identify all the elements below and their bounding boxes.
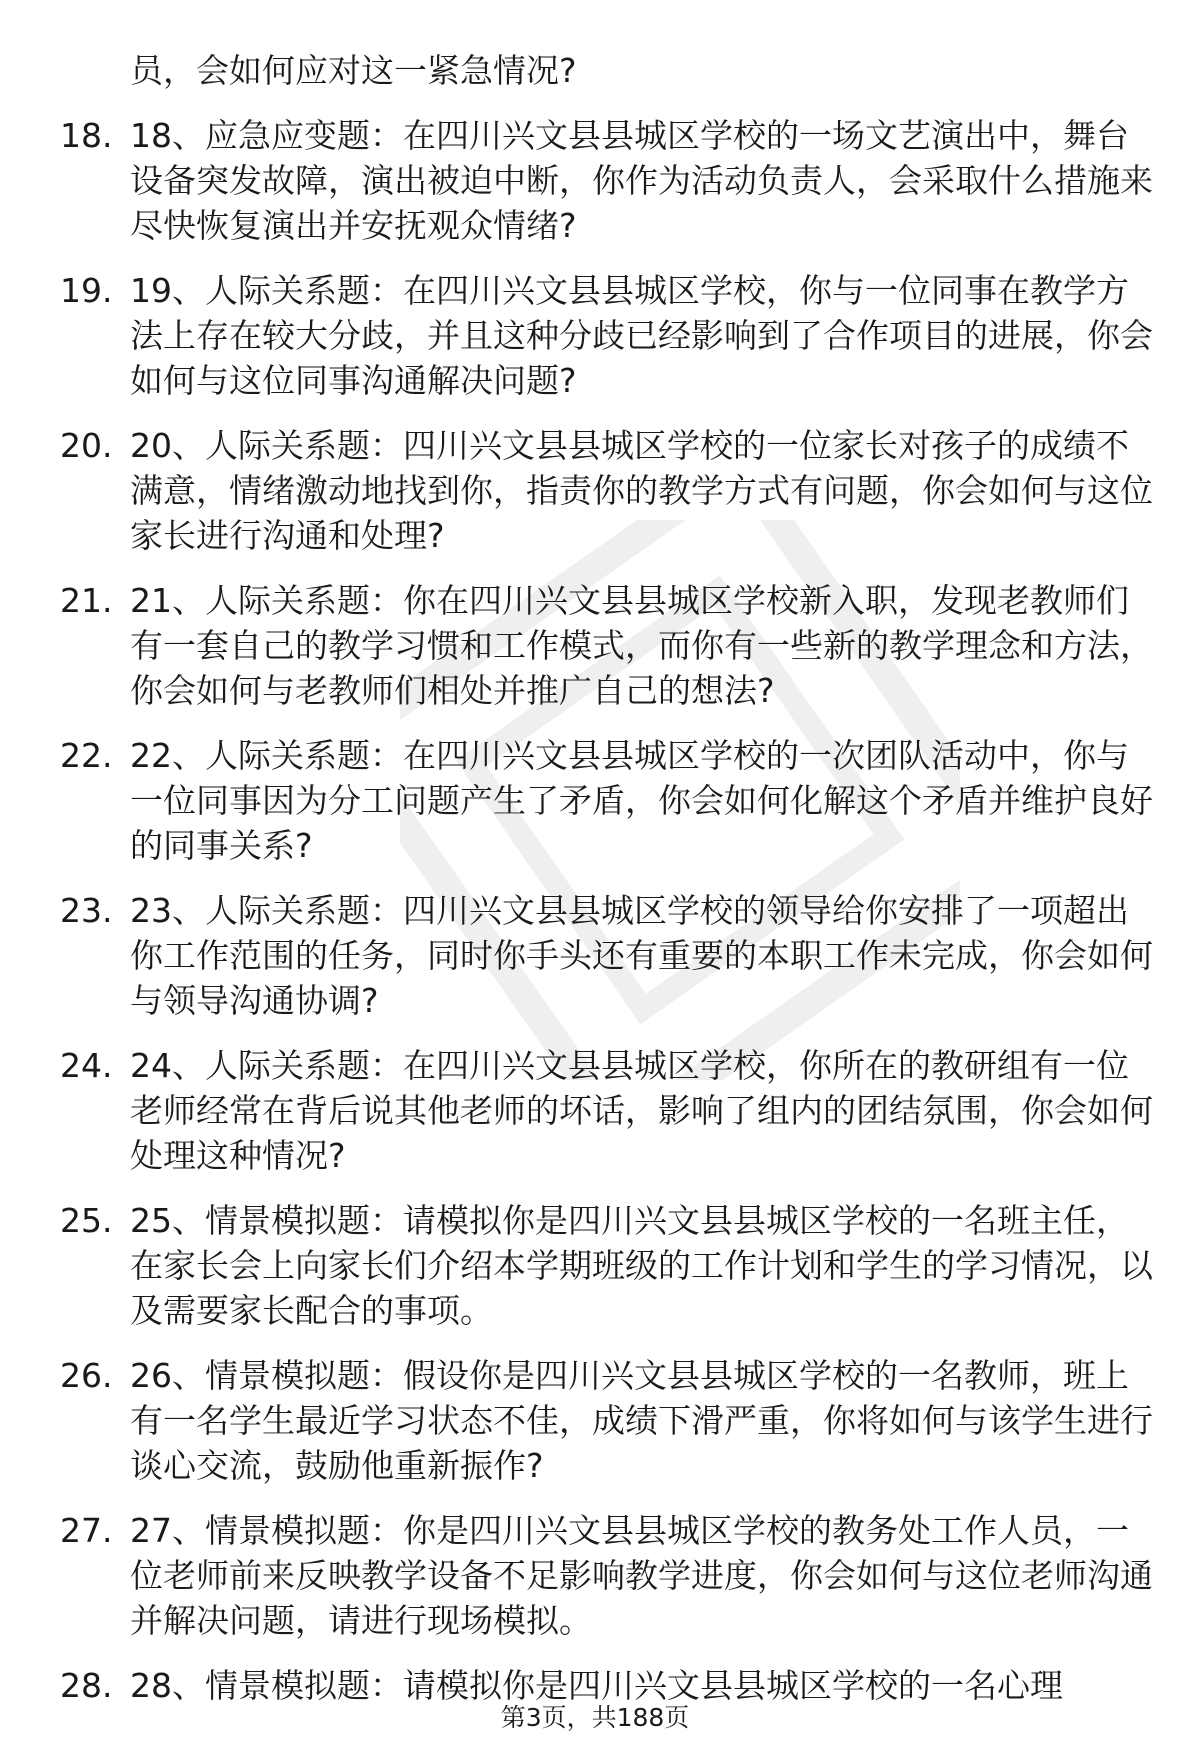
question-list <box>60 48 1160 1728</box>
question-number: 28. <box>60 1666 113 1705</box>
question-text: 19、人际关系题：在四川兴文县县城区学校，你与一位同事在教学方法上存在较大分歧，并且这种分歧已经影响到了合作项目的进展，你会如何与这位同事沟通解决问题? <box>130 271 1153 400</box>
question-text: 18、应急应变题：在四川兴文县县城区学校的一场文艺演出中，舞台设备突发故障，演出被迫中断，你作为活动负责人，会采取什么措施来尽快恢复演出并安抚观众情绪? <box>130 116 1153 245</box>
question-text: 20、人际关系题：四川兴文县县城区学校的一位家长对孩子的成绩不满意，情绪激动地找到你，指责你的教学方式有问题，你会如何与这位家长进行沟通和处理? <box>130 426 1153 555</box>
list-item <box>60 113 1160 248</box>
question-text: 25、情景模拟题：请模拟你是四川兴文县县城区学校的一名班主任，在家长会上向家长们介绍本学期班级的工作计划和学生的学习情况，以及需要家长配合的事项。 <box>130 1201 1153 1330</box>
question-number: 27. <box>60 1511 113 1550</box>
list-item <box>60 1508 1160 1643</box>
list-item <box>60 733 1160 868</box>
question-number: 23. <box>60 891 113 930</box>
question-text: 23、人际关系题：四川兴文县县城区学校的领导给你安排了一项超出你工作范围的任务，同时你手头还有重要的本职工作未完成，你会如何与领导沟通协调? <box>130 891 1153 1020</box>
list-item <box>60 1353 1160 1488</box>
continuation-text: 员，会如何应对这一紧急情况? <box>130 51 577 90</box>
list-item <box>60 578 1160 713</box>
question-number: 26. <box>60 1356 113 1395</box>
question-number: 19. <box>60 271 113 310</box>
question-text: 26、情景模拟题：假设你是四川兴文县县城区学校的一名教师，班上有一名学生最近学习状态不佳，成绩下滑严重，你将如何与该学生进行谈心交流，鼓励他重新振作? <box>130 1356 1153 1485</box>
question-text: 24、人际关系题：在四川兴文县县城区学校，你所在的教研组有一位老师经常在背后说其他老师的坏话，影响了组内的团结氛围，你会如何处理这种情况? <box>130 1046 1153 1175</box>
question-number: 25. <box>60 1201 113 1240</box>
question-text: 27、情景模拟题：你是四川兴文县县城区学校的教务处工作人员，一位老师前来反映教学设备不足影响教学进度，你会如何与这位老师沟通并解决问题，请进行现场模拟。 <box>130 1511 1153 1640</box>
list-item <box>60 1198 1160 1333</box>
question-text: 21、人际关系题：你在四川兴文县县城区学校新入职，发现老教师们有一套自己的教学习惯和工作模式，而你有一些新的教学理念和方法，你会如何与老教师们相处并推广自己的想法? <box>130 581 1153 710</box>
list-item <box>60 423 1160 558</box>
question-number: 24. <box>60 1046 113 1085</box>
list-item <box>60 888 1160 1023</box>
question-number: 18. <box>60 116 113 155</box>
list-item <box>60 268 1160 403</box>
list-item <box>60 1043 1160 1178</box>
question-text: 22、人际关系题：在四川兴文县县城区学校的一次团队活动中，你与一位同事因为分工问题产生了矛盾，你会如何化解这个矛盾并维护良好的同事关系? <box>130 736 1153 865</box>
question-number: 20. <box>60 426 113 465</box>
question-text: 28、情景模拟题：请模拟你是四川兴文县县城区学校的一名心理 <box>130 1666 1063 1705</box>
question-number: 22. <box>60 736 113 775</box>
question-number: 21. <box>60 581 113 620</box>
page-footer: 第3页，共188页 <box>500 1703 690 1732</box>
